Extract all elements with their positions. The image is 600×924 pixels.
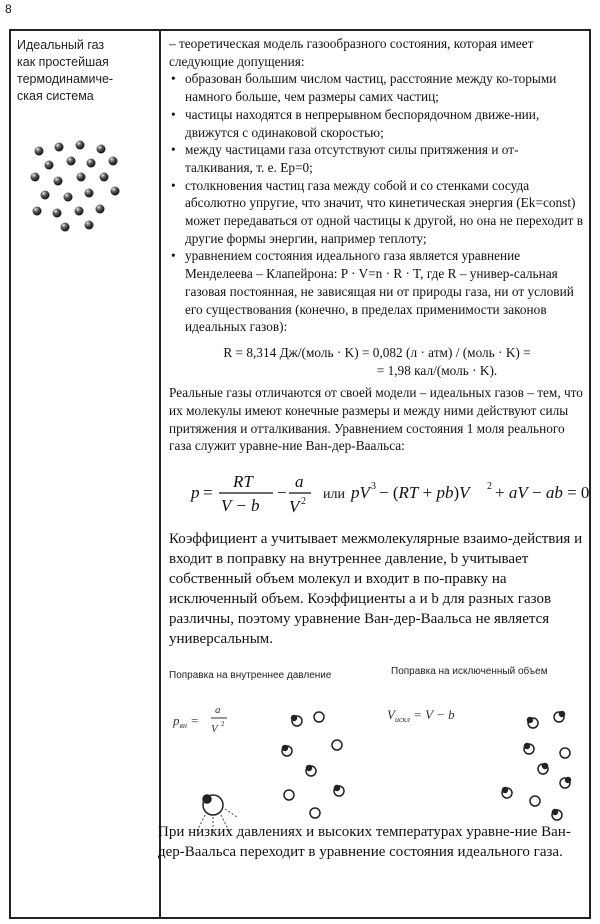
van-der-waals-equation xyxy=(169,467,590,519)
gas-constant-line-1: R = 8,314 Дж/(моль · K) = 0,082 (л · атм) / (моль · K) = xyxy=(223,344,531,360)
assumptions-list xyxy=(169,70,585,336)
coefficients-paragraph: Коэффициент a учитывает межмолекулярные взаимо-действия и входит в поправку на внутреннее давление, b учитывает собственный объем молекул и входит в по-правку на исключенный объем. Коэффициенты a и b для разных газов различны, поэтому уравнение Ван-дер-Ваальса не является универсальным. xyxy=(169,531,583,648)
vdw-p: p xyxy=(191,483,200,503)
definition-column xyxy=(169,35,590,857)
excluded-volume-label: Поправка на исключенный объем xyxy=(391,666,548,678)
svg-text:3: 3 xyxy=(371,481,376,493)
vdw-cubic-form: pV xyxy=(351,483,370,503)
pressure-correction-formula: $p_{вн}$ = xyxy=(173,713,199,731)
svg-text:V: V xyxy=(211,723,218,736)
vdw-a: a xyxy=(295,472,304,492)
svg-text:2: 2 xyxy=(301,496,306,508)
svg-text:2: 2 xyxy=(221,720,225,729)
volume-correction-formula: $V_{искл} = V - b$ xyxy=(387,707,455,725)
vdw-equals: = xyxy=(203,483,213,503)
svg-text:+ aV − ab = 0: + aV − ab = 0 xyxy=(495,483,590,503)
final-paragraph: При низких давлениях и высоких температурах уравне-ние Ван-дер-Ваальса переходит в уравнение состояния идеального газа. xyxy=(158,824,571,860)
vdw-or: или xyxy=(323,487,345,503)
assumption-item: • столкновения частиц газа между собой и со стенками сосуда абсолютно упругие, что значит, что кинетическая энергия (Ek=const) может передаваться от одной частицы к другой, но она не переходит в другие формы энергии, например теплоту; xyxy=(169,177,585,248)
vdw-minus: − xyxy=(277,483,287,503)
svg-text:− (RT + pb)V: − (RT + pb)V xyxy=(379,483,470,503)
term-label: Идеальный газ как простейшая термодинамиче- ская система xyxy=(17,38,114,103)
assumption-item: • между частицами газа отсутствуют силы притяжения и от-талкивания, т. е. Eр=0; xyxy=(169,141,585,176)
definition-intro: – теоретическая модель газообразного состояния, которая имеет следующие допущения: xyxy=(169,36,534,69)
molecules-right xyxy=(502,712,571,821)
term-column xyxy=(17,37,149,105)
assumption-item: • образован большим числом частиц, расстояние между ко-торыми намного больше, чем размеры самих частиц; xyxy=(169,70,585,105)
page-number: 8 xyxy=(5,2,12,16)
vdw-numerator: RT xyxy=(233,472,253,492)
content-table xyxy=(9,29,591,919)
vdw-v-squared: V xyxy=(289,497,300,517)
gas-constant-line-2: = 1,98 кал/(моль · K). xyxy=(376,362,498,378)
internal-pressure-label: Поправка на внутреннее давление xyxy=(169,670,332,682)
assumption-item: • частицы находятся в непрерывном беспорядочном движе-нии, движутся с одинаковой скоростью; xyxy=(169,106,585,141)
gas-particles-illustration xyxy=(25,141,135,231)
assumption-item: • уравнением состояния идеального газа является уравнение Менделеева – Клапейрона: P · V=n · R · T, где R – универ-сальная газовая постоянная, не зависящая ни от природы газа, ни от условий его существования (конечно, в пределах применимости законов идеальных газов): xyxy=(169,247,585,336)
vdw-denominator: V − b xyxy=(221,496,260,516)
gas-constant-formula xyxy=(169,344,585,379)
real-gases-paragraph: Реальные газы отличаются от своей модели – идеальных газов – тем, что их молекулы имеют конечные размеры и между ними действуют силы притяжения и отталкивания. Уравнением состояния 1 моля реального газа служит уравне-ние Ван-дер-Ваальса: xyxy=(169,385,583,454)
column-divider xyxy=(159,31,161,917)
svg-text:2: 2 xyxy=(487,481,492,493)
svg-text:a: a xyxy=(215,704,221,717)
